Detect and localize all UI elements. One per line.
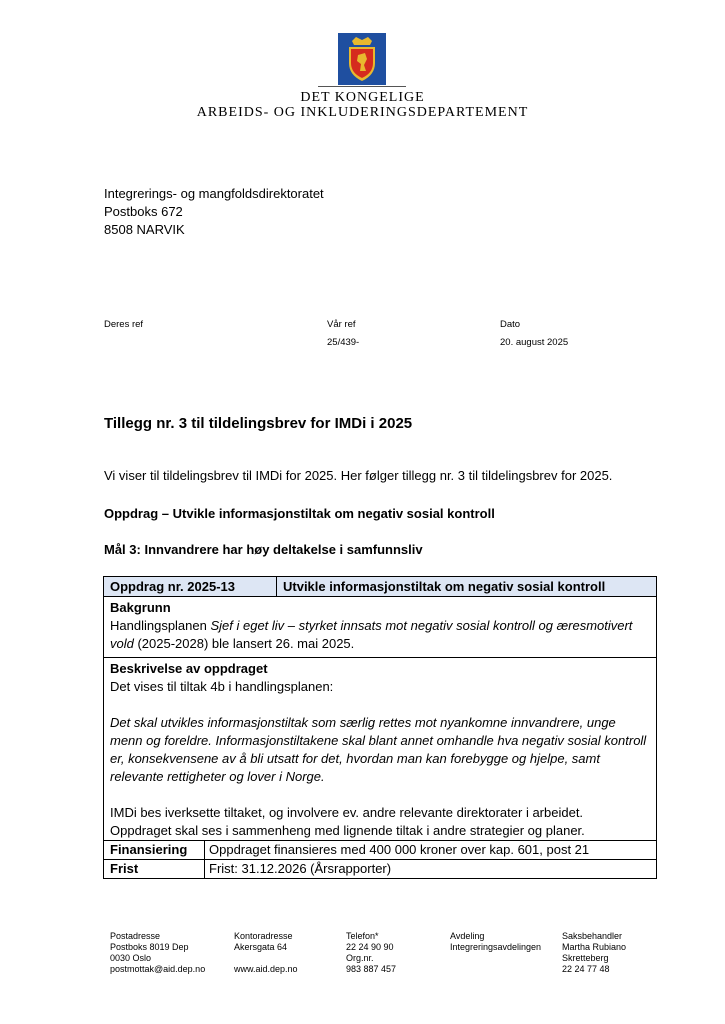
footer-label: Telefon* (346, 931, 379, 941)
table-header-row (104, 577, 656, 597)
footer-value: Postboks 8019 Dep (110, 942, 189, 952)
bakgrunn-text (110, 617, 650, 653)
recipient-address (104, 185, 324, 239)
footer-saksbehandler (562, 931, 626, 975)
footer-value: Integreringsavdelingen (450, 942, 542, 952)
footer-label: Org.nr. (346, 953, 374, 963)
coat-of-arms-icon (338, 33, 386, 85)
frist-label: Frist (104, 860, 205, 878)
department-line-2: ARBEIDS- OG INKLUDERINGSDEPARTEMENT (196, 105, 529, 120)
footer-value: 983 887 457 (346, 964, 397, 974)
bakgrunn-text-post: (2025-2028) ble lansert 26. mai 2025. (133, 636, 355, 651)
footer-value: Martha Rubiano (562, 942, 627, 952)
dato-value: 20. august 2025 (500, 337, 569, 348)
recipient-city: 8508 NARVIK (104, 222, 185, 237)
footer-postadresse (110, 931, 205, 975)
beskrivelse-p1: Det vises til tiltak 4b i handlingsplanen: (110, 679, 334, 694)
footer-telefon (346, 931, 396, 975)
frist-row (104, 860, 656, 878)
beskrivelse-p2: IMDi bes iverksette tiltaket, og involvere ev. andre relevante direktorater i arbeidet. (110, 805, 584, 820)
header-rule (318, 86, 406, 87)
footer-value: Skretteberg (562, 953, 609, 963)
beskrivelse-row (104, 658, 656, 841)
assignment-table (103, 576, 657, 879)
beskrivelse-quote: Det skal utvikles informasjonstiltak som særlig rettes mot nyankomne innvandrere, unge menn og foreldre. Informasjonstiltakene skal blant annet omhandle hva negativ sosial kontroll er, konsekvensene av å bli utsatt for det, hvordan man kan forebygge og hjelpe, samt relevante rettigheter og lover i Norge. (110, 715, 647, 784)
footer-avdeling (450, 931, 541, 953)
letter-title: Tillegg nr. 3 til tildelingsbrev for IMDi i 2025 (104, 415, 413, 432)
footer-label: Postadresse (110, 931, 161, 941)
section-heading-mal: Mål 3: Innvandrere har høy deltakelse i samfunnsliv (104, 542, 423, 557)
var-ref-value: 25/439- (327, 337, 360, 348)
footer-kontoradresse (234, 931, 298, 975)
bakgrunn-title: Bakgrunn (110, 600, 171, 615)
footer-label: Kontoradresse (234, 931, 293, 941)
var-ref-label: Vår ref (327, 319, 356, 330)
department-line-1: DET KONGELIGE (300, 90, 425, 105)
action-plan-title: Sjef i eget liv – styrket innsats mot negativ sosial kontroll og æresmotivert vold (110, 618, 633, 651)
beskrivelse-p3: Oppdraget skal ses i sammenheng med lignende tiltak i andre strategier og planer. (110, 823, 585, 838)
footer-label: Avdeling (450, 931, 485, 941)
footer-label: Saksbehandler (562, 931, 623, 941)
bakgrunn-row (104, 597, 656, 658)
bakgrunn-cell (104, 597, 656, 657)
footer-value: 0030 Oslo (110, 953, 152, 963)
finansiering-row (104, 841, 656, 860)
dato-label: Dato (500, 319, 521, 330)
assignment-title: Utvikle informasjonstiltak om negativ sosial kontroll (283, 579, 606, 594)
finansiering-value: Oppdraget finansieres med 400 000 kroner over kap. 601, post 21 (209, 842, 590, 857)
frist-value: Frist: 31.12.2026 (Årsrapporter) (209, 861, 392, 876)
beskrivelse-cell (104, 658, 656, 840)
intro-paragraph: Vi viser til tildelingsbrev til IMDi for 2025. Her følger tillegg nr. 3 til tildelingsbrev for 2025. (104, 468, 613, 483)
footer-value: 22 24 90 90 (346, 942, 394, 952)
footer-value: Akersgata 64 (234, 942, 288, 952)
footer-web-link[interactable]: www.aid.dep.no (234, 964, 298, 974)
assignment-number: Oppdrag nr. 2025-13 (104, 577, 277, 596)
finansiering-label: Finansiering (104, 841, 205, 859)
footer-email-link[interactable]: postmottak@aid.dep.no (110, 964, 206, 974)
bakgrunn-text-pre: Handlingsplanen (110, 618, 211, 633)
beskrivelse-title: Beskrivelse av oppdraget (110, 661, 268, 676)
recipient-name: Integrerings- og mangfoldsdirektoratet (104, 186, 324, 201)
deres-ref-label: Deres ref (104, 319, 144, 330)
footer-value: 22 24 77 48 (562, 964, 610, 974)
recipient-box: Postboks 672 (104, 204, 183, 219)
section-heading-oppdrag: Oppdrag – Utvikle informasjonstiltak om negativ sosial kontroll (104, 506, 495, 521)
